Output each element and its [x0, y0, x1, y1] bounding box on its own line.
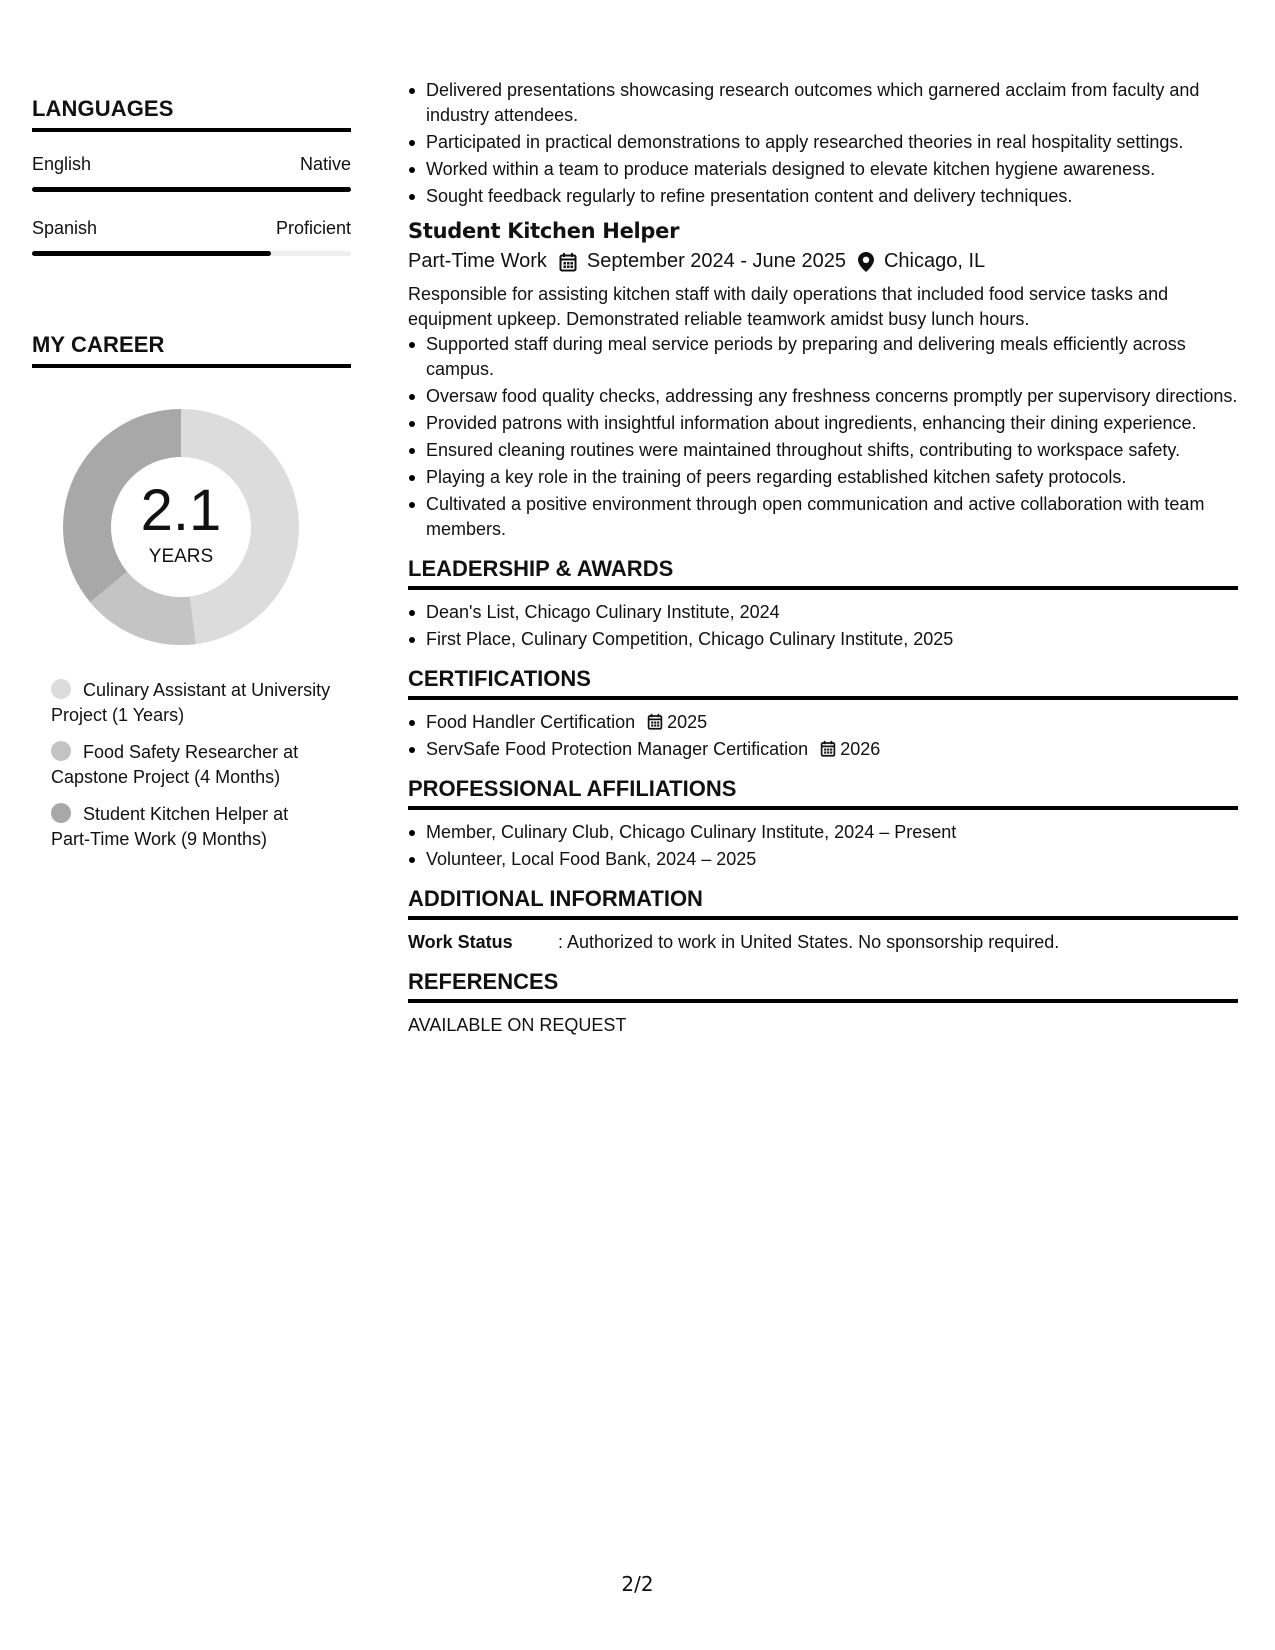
list-item: Delivered presentations showcasing research outcomes which garnered acclaim from faculty and industry attendees. — [408, 78, 1238, 128]
job-location: Chicago, IL — [883, 250, 986, 272]
certification-year: 2025 — [667, 712, 708, 732]
previous-job-bullets — [408, 78, 1238, 209]
location-pin-icon — [858, 252, 874, 272]
list-item: Provided patrons with insightful information about ingredients, enhancing their dining experience. — [408, 411, 1238, 436]
legend-dot — [51, 741, 71, 761]
list-item: Supported staff during meal service periods by preparing and delivering meals efficiently across campus. — [408, 332, 1238, 382]
list-item: Participated in practical demonstrations to apply researched theories in real hospitality settings. — [408, 130, 1238, 155]
language-level: Proficient — [275, 218, 351, 238]
legend-dot — [51, 679, 71, 699]
legend-item — [51, 740, 331, 790]
work-status-row — [408, 930, 1238, 955]
calendar-icon — [820, 740, 836, 757]
work-status-label: Work Status — [408, 932, 513, 952]
certifications-list — [408, 710, 1238, 762]
leadership-heading: LEADERSHIP & AWARDS — [408, 556, 1238, 590]
list-item: Oversaw food quality checks, addressing any freshness concerns promptly per supervisory directions. — [408, 384, 1238, 409]
language-name: English — [32, 154, 92, 174]
job-description: Responsible for assisting kitchen staff with daily operations that included food service tasks and equipment upkeep. Demonstrated reliable teamwork amidst busy lunch hours. — [408, 284, 1169, 329]
right-column — [408, 78, 1238, 1038]
career-donut-chart — [56, 402, 306, 652]
language-item — [32, 218, 351, 256]
job-title: Student Kitchen Helper — [408, 219, 680, 243]
legend-item — [51, 802, 331, 852]
list-item — [408, 737, 1238, 762]
job-meta — [408, 249, 1238, 274]
job-company: Part-Time Work — [408, 250, 547, 272]
calendar-icon — [559, 252, 577, 272]
affiliations-list — [408, 820, 1238, 872]
language-item — [32, 154, 351, 192]
job-dates: September 2024 - June 2025 — [586, 250, 846, 272]
list-item: First Place, Culinary Competition, Chicago Culinary Institute, 2025 — [408, 627, 1238, 652]
career-legend — [51, 678, 331, 852]
language-name: Spanish — [32, 218, 98, 238]
list-item: Ensured cleaning routines were maintained throughout shifts, contributing to workspace safety. — [408, 438, 1238, 463]
legend-label: Culinary Assistant at University Project (1 Years) — [51, 680, 331, 725]
career-total-unit: YEARS — [148, 546, 214, 567]
list-item: Worked within a team to produce materials designed to elevate kitchen hygiene awareness. — [408, 157, 1238, 182]
job-bullets — [408, 332, 1238, 542]
list-item: Dean's List, Chicago Culinary Institute, 2024 — [408, 600, 1238, 625]
language-level-bar — [32, 251, 351, 256]
leadership-list — [408, 600, 1238, 652]
left-column — [32, 96, 351, 864]
language-level: Native — [299, 154, 351, 174]
work-status-value: : Authorized to work in United States. No sponsorship required. — [558, 932, 1060, 952]
languages-heading: LANGUAGES — [32, 96, 351, 132]
legend-label: Student Kitchen Helper at Part-Time Work (9 Months) — [51, 804, 289, 849]
certification-year: 2026 — [840, 739, 881, 759]
calendar-icon — [647, 713, 663, 730]
career-heading: MY CAREER — [32, 332, 351, 368]
career-total-years: 2.1 — [140, 478, 222, 543]
references-text: AVAILABLE ON REQUEST — [408, 1015, 627, 1035]
list-item: Cultivated a positive environment through open communication and active collaboration with team members. — [408, 492, 1238, 542]
certifications-heading: CERTIFICATIONS — [408, 666, 1238, 700]
legend-label: Food Safety Researcher at Capstone Project (4 Months) — [51, 742, 299, 787]
certification-name: Food Handler Certification — [426, 712, 636, 732]
references-heading: REFERENCES — [408, 969, 1238, 1003]
additional-info-heading: ADDITIONAL INFORMATION — [408, 886, 1238, 920]
certification-name: ServSafe Food Protection Manager Certification — [426, 739, 809, 759]
list-item: Playing a key role in the training of peers regarding established kitchen safety protocols. — [408, 465, 1238, 490]
legend-dot — [51, 803, 71, 823]
page-number: 2/2 — [621, 1572, 654, 1596]
legend-item — [51, 678, 331, 728]
language-level-bar — [32, 187, 351, 192]
language-level-fill — [32, 187, 351, 192]
list-item: Sought feedback regularly to refine presentation content and delivery techniques. — [408, 184, 1238, 209]
affiliations-heading: PROFESSIONAL AFFILIATIONS — [408, 776, 1238, 810]
list-item: Volunteer, Local Food Bank, 2024 – 2025 — [408, 847, 1238, 872]
language-level-fill — [32, 251, 271, 256]
list-item — [408, 710, 1238, 735]
list-item: Member, Culinary Club, Chicago Culinary Institute, 2024 – Present — [408, 820, 1238, 845]
